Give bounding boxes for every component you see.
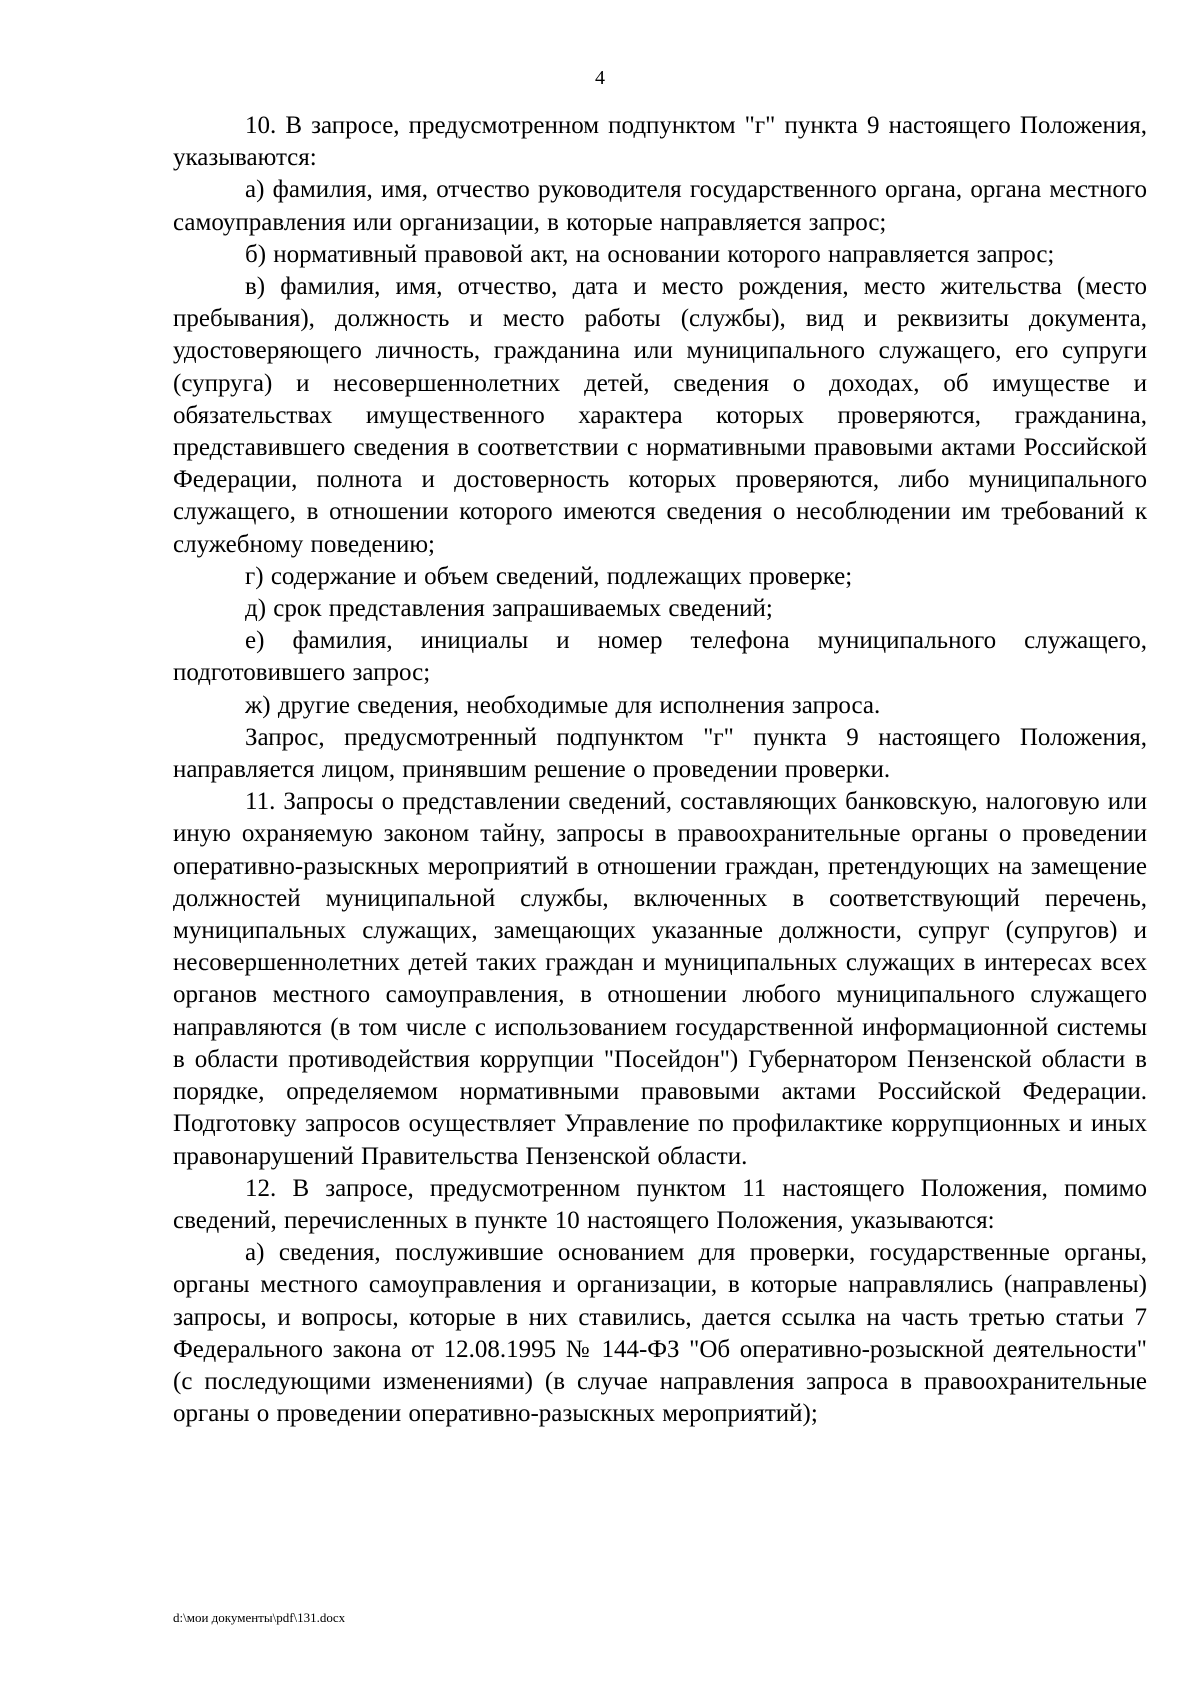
paragraph-10-e: е) фамилия, инициалы и номер телефона муниципального служащего, подготовившего запрос; bbox=[173, 627, 1147, 687]
paragraph-10-zh: ж) другие сведения, необходимые для исполнения запроса. bbox=[245, 691, 881, 719]
paragraph-10-v: в) фамилия, имя, отчество, дата и место рождения, место жительства (место пребывания), должность и место работы (службы), вид и реквизиты документа, удостоверяющего личность, гражданина или муниципального служащего, его супруги (супруга) и несовершеннолетних детей, сведения о доходах, об имуществе и обязательствах имущественного характера которых проверяются, гражданина, представившего сведения в соответствии с нормативными правовыми актами Российской Федерации, полнота и достоверность которых проверяются, либо муниципального служащего, в отношении которого имеются сведения о несоблюдении им требований к служебному поведению; bbox=[173, 273, 1147, 558]
paragraph-10-b: б) нормативный правовой акт, на основании которого направляется запрос; bbox=[245, 240, 1055, 268]
paragraph-request-sender: Запрос, предусмотренный подпунктом "г" пункта 9 настоящего Положения, направляется лицом, принявшим решение о проведении проверки. bbox=[173, 723, 1147, 784]
page-number: 4 bbox=[595, 67, 605, 89]
footer-file-path: d:\мои документы\pdf\131.docx bbox=[173, 1610, 346, 1625]
paragraph-12: 12. В запросе, предусмотренном пунктом 11 настоящего Положения, помимо сведений, перечисленных в пункте 10 настоящего Положения, указываются: bbox=[173, 1174, 1147, 1234]
paragraph-11: 11. Запросы о представлении сведений, составляющих банковскую, налоговую или иную охраняемую законом тайну, запросы в правоохранительные органы о проведении оперативно-разыскных мероприятий в отношении граждан, претендующих на замещение должностей муниципальной службы, включенных в соответствующий перечень, муниципальных служащих, замещающих указанные должности, супруг (супругов) и несовершеннолетних детей таких граждан и муниципальных служащих в интересах всех органов местного самоуправления, в отношении любого муниципального служащего направляются (в том числе с использованием государственной информационной системы в области противодействия коррупции "Посейдон") Губернатором Пензенской области в порядке, определяемом нормативными правовыми актами Российской Федерации. Подготовку запросов осуществляет Управление по профилактике коррупционных и иных правонарушений Правительства Пензенской области. bbox=[173, 788, 1147, 1170]
paragraph-10-d: д) срок представления запрашиваемых сведений; bbox=[245, 595, 773, 623]
paragraph-12-a: а) сведения, послужившие основанием для проверки, государственные органы, органы местного самоуправления и организации, в которые направлялись (направлены) запросы, и вопросы, которые в них ставились, дается ссылка на часть третью статьи 7 Федерального закона от 12.08.1995 № 144-ФЗ "Об оперативно-розыскной деятельности" (с последующими изменениями) (в случае направления запроса в правоохранительные органы о проведении оперативно-разыскных мероприятий); bbox=[173, 1239, 1147, 1428]
document-body bbox=[173, 110, 1147, 1430]
paragraph-10-a: а) фамилия, имя, отчество руководителя государственного органа, органа местного самоуправления или организации, в которые направляется запрос; bbox=[173, 176, 1147, 236]
paragraph-10-g: г) содержание и объем сведений, подлежащих проверке; bbox=[245, 562, 853, 590]
paragraph-10: 10. В запросе, предусмотренном подпунктом "г" пункта 9 настоящего Положения, указываются: bbox=[173, 112, 1147, 172]
